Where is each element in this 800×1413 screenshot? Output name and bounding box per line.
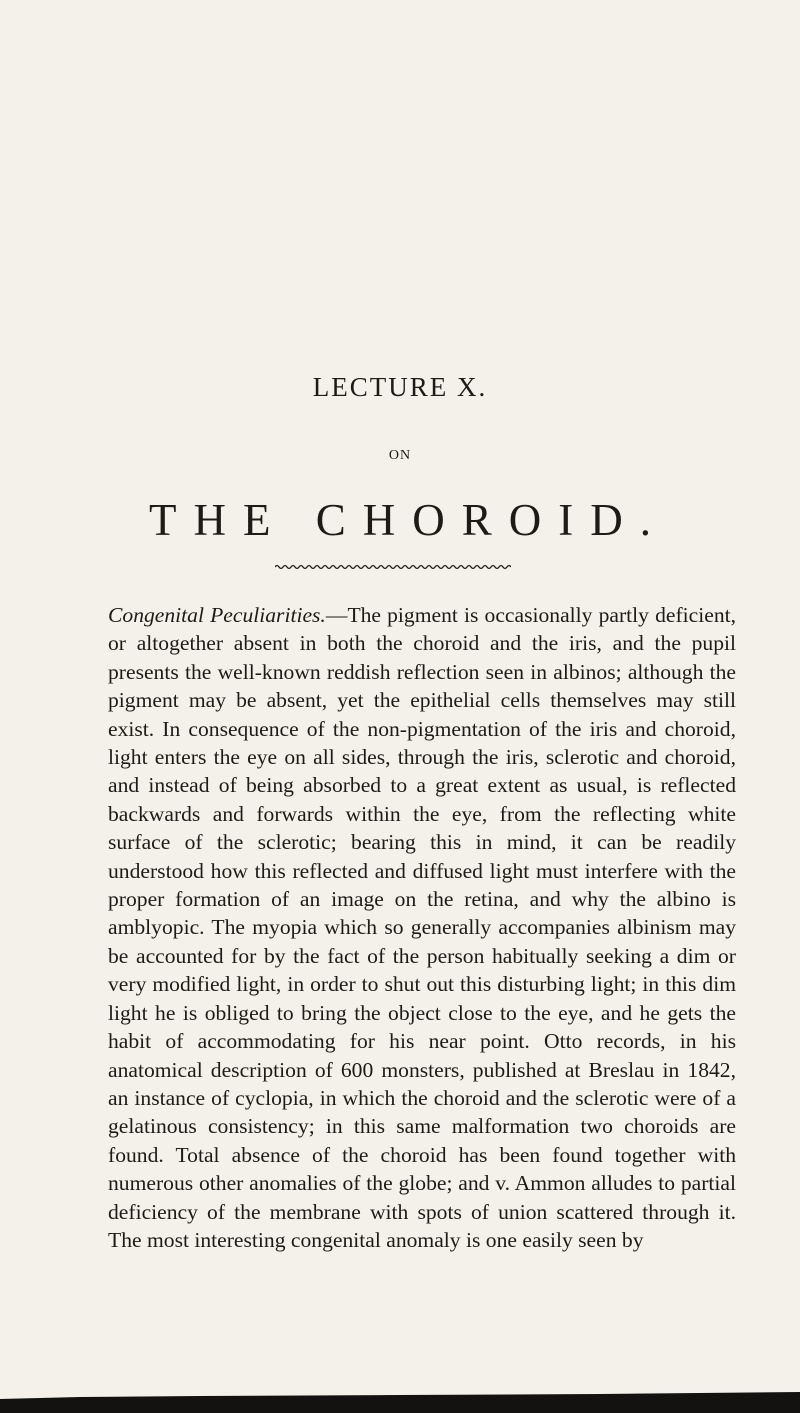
body-paragraph [108, 601, 736, 1254]
chapter-title: THE CHOROID. [149, 495, 668, 545]
section-lead: Congenital Peculiarities. [108, 603, 326, 627]
paragraph-text: —The pigment is occasionally partly deficient, or altogether absent in both the choroid and the iris, and the pupil presents the well-known reddish reflection seen in albinos; although the pigment may be absent, yet the epithelial cells themselves may still exist. In consequence of the non-pigmentation of the iris and choroid, light enters the eye on all sides, through the iris, sclerotic and choroid, and instead of being absorbed to a great extent as usual, is reflected backwards and forwards within the eye, from the reflecting white surface of the sclerotic; bearing this in mind, it can be readily understood how this reflected and diffused light must interfere with the proper formation of an image on the retina, and why the albino is amblyopic. The myopia which so generally accompanies albinism may be accounted for by the fact of the person habitually seeking a dim or very modified light, in order to shut out this disturbing light; in this dim light he is obliged to bring the object close to the eye, and he gets the habit of accommodating for his near point. Otto records, in his anatomical description of 600 monsters, published at Breslau in 1842, an instance of cyclopia, in which the choroid and the sclerotic were of a gelatinous consistency; in this same malformation two choroids are found. Total absence of the choroid has been found together with numerous other anomalies of the globe; and v. Ammon alludes to partial deficiency of the membrane with spots of union scattered through it. The most interesting congenital anomaly is one easily seen by [108, 603, 737, 1252]
on-label: ON [388, 448, 412, 463]
wavy-rule-ornament [275, 562, 511, 572]
page-bottom-edge [0, 1391, 800, 1413]
lecture-heading: LECTURE X. [312, 372, 488, 402]
